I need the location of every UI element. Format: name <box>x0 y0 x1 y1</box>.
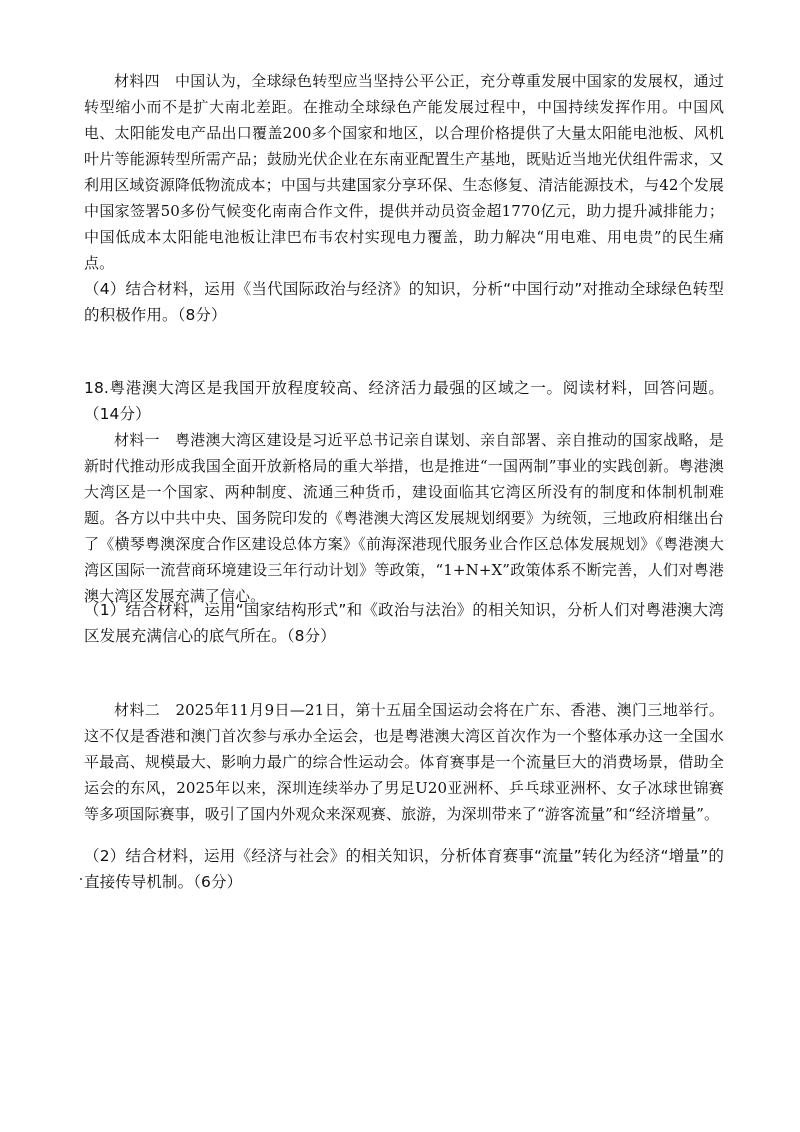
material-one-paragraph: 材料一 粤港澳大湾区建设是习近平总书记亲自谋划、亲自部署、亲自推动的国家战略，是新时代推动形成我国全面开放新格局的重大举措，也是推进“一国两制”事业的实践创新。粤港澳大湾区是一个国家、两种制度、流通三种货币，建设面临其它湾区所没有的制度和体制机制难题。各方以中共中央、国务院印发的《粤港澳大湾区发展规划纲要》为统领，三地政府相继出台了《横琴粤澳深度合作区建设总体方案》《前海深港现代服务业合作区总体发展规划》《粤港澳大湾区国际一流营商环境建设三年行动计划》等政策，“1+N+X”政策体系不断完善，人们对粤港澳大湾区发展充满了信心。 <box>84 431 724 605</box>
question-18-heading: 18.粤港澳大湾区是我国开放程度较高、经济活力最强的区域之一。阅读材料，回答问题。（14分） <box>84 379 724 423</box>
question-18-2: （2）结合材料，运用《经济与社会》的相关知识，分析体育赛事“流量”转化为经济“增量”的直接传导机制。（6分） <box>84 847 724 891</box>
material-four-paragraph: 材料四 中国认为，全球绿色转型应当坚持公平公正，充分尊重发展中国家的发展权，通过转型缩小而不是扩大南北差距。在推动全球绿色产能发展过程中，中国持续发挥作用。中国风电、太阳能发电产品出口覆盖200多个国家和地区，以合理价格提供了大量太阳能电池板、风机叶片等能源转型所需产品；鼓励光伏企业在东南亚配置生产基地，既贴近当地光伏组件需求，又利用区域资源降低物流成本；中国与共建国家分享环保、生态修复、清洁能源技术，与42个发展中国家签署50多份气候变化南南合作文件，提供并动员资金超1770亿元，助力提升减排能力；中国低成本太阳能电池板让津巴布韦农村实现电力覆盖，助力解决“用电难、用电贵”的民生痛点。 <box>84 72 724 272</box>
question-17-4: （4）结合材料，运用《当代国际政治与经济》的知识，分析“中国行动”对推动全球绿色转型的积极作用。（8分） <box>84 280 724 324</box>
scan-speck <box>80 878 82 880</box>
question-18-1: （1）结合材料，运用“国家结构形式”和《政治与法治》的相关知识，分析人们对粤港澳大湾区发展充满信心的底气所在。（8分） <box>84 601 724 645</box>
material-two-paragraph: 材料二 2025年11月9日—21日，第十五届全国运动会将在广东、香港、澳门三地举行。这不仅是香港和澳门首次参与承办全运会，也是粤港澳大湾区首次作为一个整体承办这一全国水平最高、规模最大、影响力最广的综合性运动会。体育赛事是一个流量巨大的消费场景，借助全运会的东风，2025年以来，深圳连续举办了男足U20亚洲杯、乒乓球亚洲杯、女子冰球世锦赛等多项国际赛事，吸引了国内外观众来深观赛、旅游，为深圳带来了“游客流量”和“经济增量”。 <box>84 701 724 823</box>
